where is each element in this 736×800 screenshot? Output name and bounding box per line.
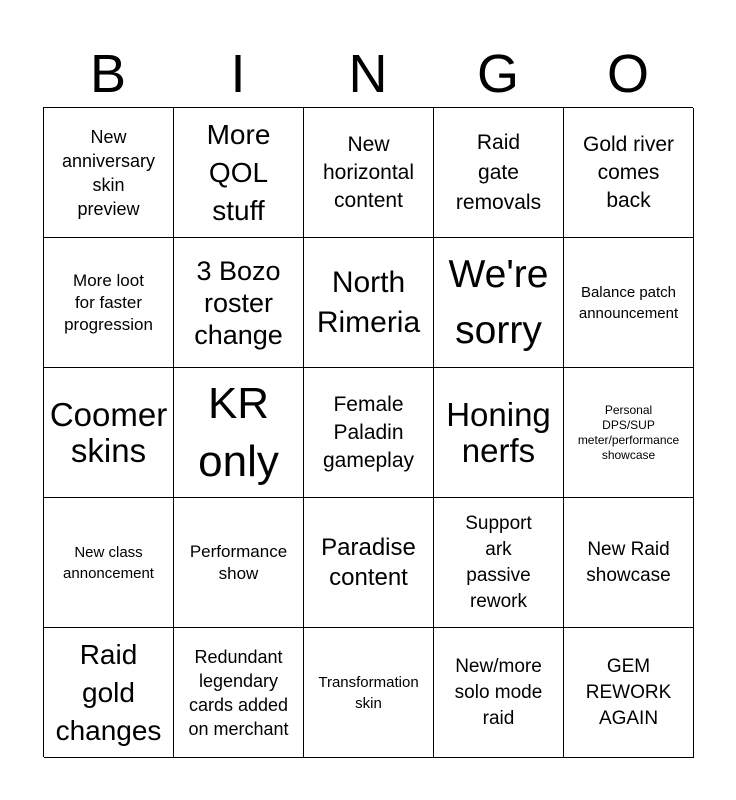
bingo-cell-text: Coomer skins: [49, 395, 168, 469]
bingo-cell[interactable]: [174, 108, 304, 238]
bingo-cell[interactable]: [564, 628, 694, 758]
bingo-cell-text: Performance show: [189, 541, 288, 583]
bingo-cell-text: Female Paladin gameplay: [322, 392, 415, 472]
bingo-cell-text: New/more solo mode raid: [454, 655, 543, 729]
header-letter-o: O: [606, 44, 649, 104]
bingo-cell-text: 3 Bozo roster change: [194, 255, 283, 350]
bingo-cell-text: We're sorry: [448, 252, 549, 352]
header-letter-b: B: [89, 44, 127, 104]
bingo-cell-text: North Rimeria: [316, 265, 421, 339]
bingo-cell[interactable]: [304, 368, 434, 498]
bingo-cell-text: Personal DPS/SUP meter/performance showcase: [577, 402, 680, 462]
bingo-cell[interactable]: [304, 108, 434, 238]
bingo-cell[interactable]: [44, 238, 174, 368]
bingo-cell[interactable]: [434, 368, 564, 498]
bingo-cell-text: New horizontal content: [322, 132, 415, 212]
bingo-cell[interactable]: [434, 108, 564, 238]
bingo-cell-text: Transformation skin: [318, 673, 419, 712]
bingo-cell-text: Paradise content: [321, 533, 416, 591]
bingo-cell-text: Honing nerfs: [446, 395, 551, 469]
bingo-cell[interactable]: [304, 498, 434, 628]
bingo-cell[interactable]: [174, 498, 304, 628]
bingo-cell-text: Balance patch announcement: [578, 283, 679, 322]
bingo-cell-text: KR only: [198, 378, 279, 486]
bingo-cell[interactable]: [434, 498, 564, 628]
bingo-cell[interactable]: [174, 238, 304, 368]
bingo-cell[interactable]: [304, 238, 434, 368]
bingo-cell[interactable]: [564, 368, 694, 498]
bingo-cell[interactable]: [44, 368, 174, 498]
bingo-cell-text: More loot for faster progression: [64, 270, 153, 334]
bingo-cell[interactable]: [44, 628, 174, 758]
bingo-cell-text: New Raid showcase: [586, 538, 671, 586]
bingo-cell-text: Raid gold changes: [55, 638, 162, 746]
bingo-cell[interactable]: [434, 628, 564, 758]
bingo-grid: [43, 107, 693, 757]
bingo-cell[interactable]: [564, 238, 694, 368]
bingo-cell-text: New anniversary skin preview: [61, 126, 156, 219]
bingo-cell-text: Raid gate removals: [455, 130, 542, 214]
bingo-cell-text: GEM REWORK AGAIN: [585, 655, 672, 729]
header-letter-i: I: [230, 44, 246, 104]
bingo-cell-text: Support ark passive rework: [465, 512, 532, 612]
bingo-header: [43, 42, 693, 106]
bingo-cell[interactable]: [564, 498, 694, 628]
bingo-cell-text: Gold river comes back: [582, 132, 675, 212]
bingo-cell-text: New class annoncement: [63, 543, 154, 582]
header-letter-g: G: [476, 44, 519, 104]
bingo-cell[interactable]: [174, 368, 304, 498]
bingo-cell[interactable]: [304, 628, 434, 758]
header-letter-n: N: [348, 44, 388, 104]
bingo-cell-text: More QOL stuff: [206, 118, 271, 226]
bingo-cell[interactable]: [434, 238, 564, 368]
bingo-cell[interactable]: [44, 108, 174, 238]
bingo-cell[interactable]: [44, 498, 174, 628]
bingo-cell[interactable]: [174, 628, 304, 758]
bingo-cell-text: Redundant legendary cards added on merchant: [188, 646, 289, 739]
bingo-cell[interactable]: [564, 108, 694, 238]
